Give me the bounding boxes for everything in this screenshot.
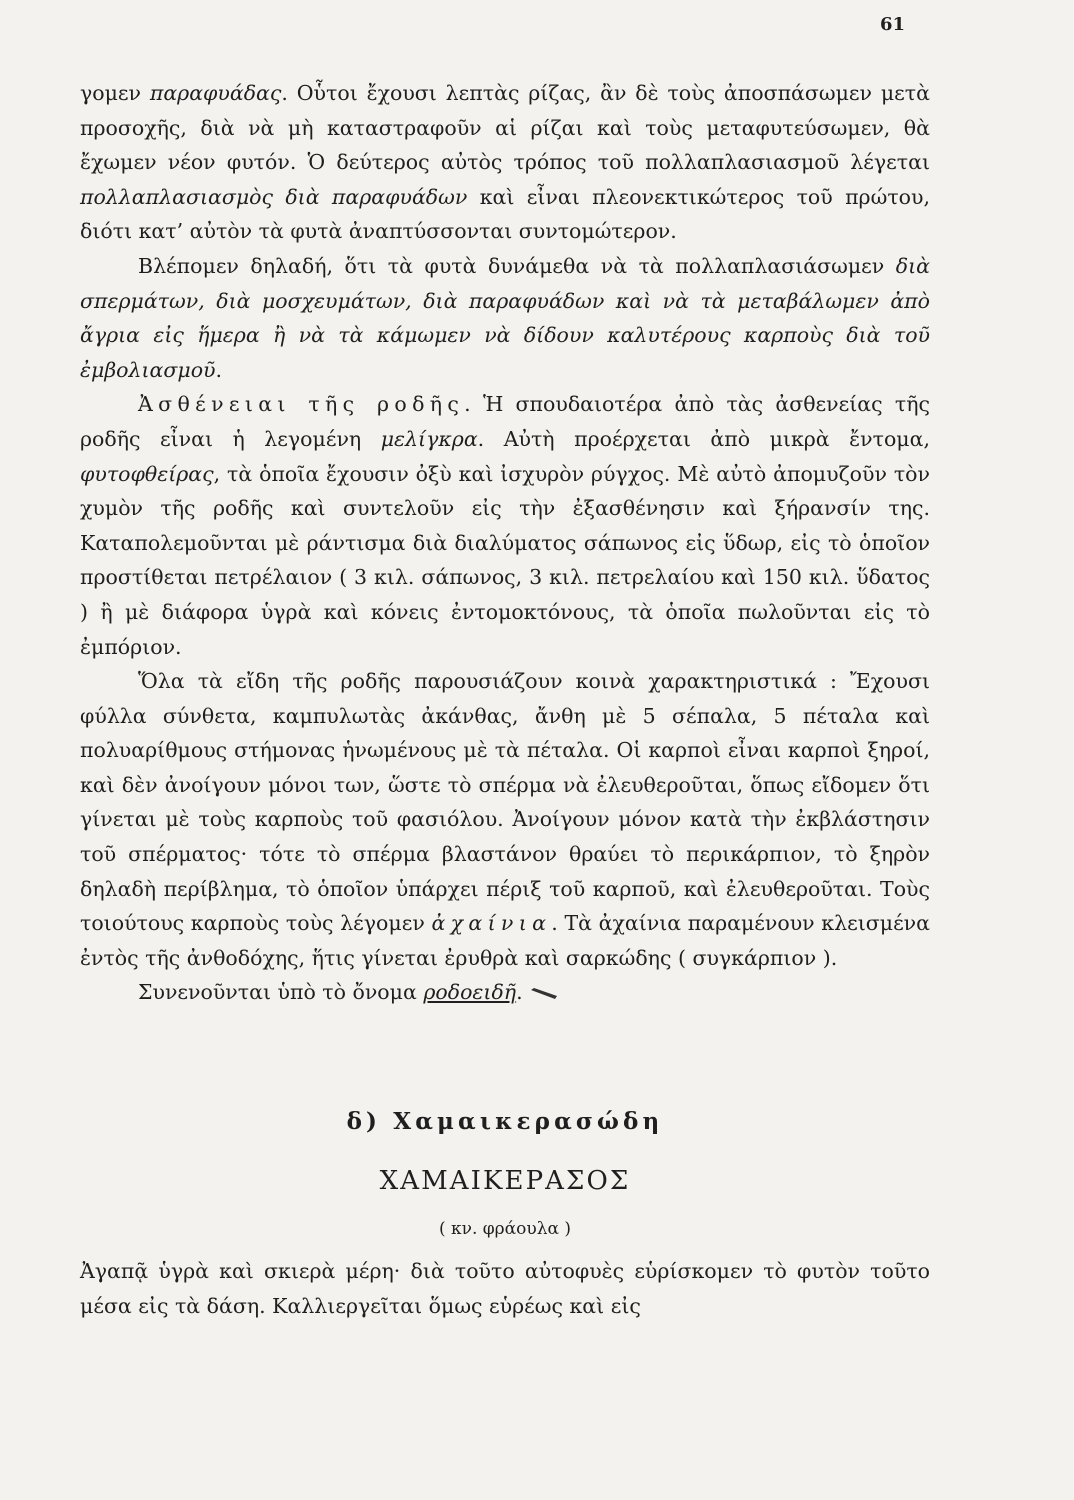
paragraph bbox=[80, 387, 930, 664]
text-run: . Οὗτοι ἔχουσι λεπτὰς ρίζας, ἂν δὲ τοὺς ἀποσπάσωμεν μετὰ προσοχῆς, διὰ νὰ μὴ καταστραφοῦν αἱ ρίζαι καὶ τοὺς μεταφυτεύσωμεν, θὰ ἔχωμεν νέον φυτόν. Ὁ δεύτερος αὐτὸς τρόπος τοῦ πολλαπλασιασμοῦ λέγεται bbox=[80, 81, 930, 175]
text-run: ροδοειδῆ bbox=[423, 980, 517, 1005]
text-run: Ἀσθένειαι τῆς ροδῆς bbox=[138, 392, 465, 417]
page-number: 61 bbox=[880, 14, 906, 35]
text-run: Βλέπομεν δηλαδή, ὅτι τὰ φυτὰ δυνάμεθα νὰ τὰ πολλαπλασιάσωμεν bbox=[138, 253, 896, 278]
closing-paragraph: Ἀγαπᾷ ὑγρὰ καὶ σκιερὰ μέρη· διὰ τοῦτο αὐτοφυὲς εὑρίσκομεν τὸ φυτὸν τοῦτο μέσα εἰς τὰ δάση. Καλλιεργεῖται ὅμως εὑρέως καὶ εἰς bbox=[80, 1259, 930, 1318]
text-run: , τὰ ὁποῖα ἔχουσιν ὀξὺ καὶ ἰσχυρὸν ρύγχος. Μὲ αὐτὸ ἀπομυζοῦν τὸν χυμὸν τῆς ροδῆς καὶ συντελοῦν εἰς τὴν ἐξασθένησιν καὶ ξήρανσίν της. Καταπολεμοῦνται μὲ ράντισμα διὰ διαλύματος σάπωνος εἰς ὕδωρ, εἰς τὸ ὁποῖον προστίθεται πετρέλαιον ( 3 κιλ. σάπωνος, 3 κιλ. πετρελαίου καὶ 150 κιλ. ὕδατος ) ἢ μὲ διάφορα ὑγρὰ καὶ κόνεις ἐντομοκτόνους, τὰ ὁποῖα πωλοῦνται εἰς τὸ ἐμπόριον. bbox=[80, 461, 930, 659]
text-run: πολλαπλασιασμὸς διὰ παραφυάδων bbox=[80, 184, 468, 209]
text-run: . bbox=[215, 357, 223, 382]
text-run: διὰ σπερμάτων, διὰ μοσχευμάτων, διὰ παραφυάδων καὶ νὰ τὰ μεταβάλωμεν ἀπὸ ἄγρια εἰς ἥμερα ἢ νὰ τὰ κάμωμεν νὰ δίδουν καλυτέρους καρποὺς διὰ τοῦ ἐμβολιασμοῦ bbox=[80, 253, 930, 382]
text-run: . Αὐτὴ προέρχεται ἀπὸ μικρὰ ἔντομα, bbox=[477, 426, 930, 451]
text-run: Συνενοῦνται ὑπὸ τὸ ὄνομα bbox=[138, 980, 424, 1005]
closing-text bbox=[80, 1254, 930, 1324]
text-run: μελίγκρα bbox=[380, 426, 478, 451]
paragraph bbox=[80, 975, 930, 1010]
paragraph bbox=[80, 249, 930, 387]
text-run: φυτοφθείρας bbox=[80, 461, 214, 486]
plant-subtitle: ( κν. φράουλα ) bbox=[438, 1219, 572, 1239]
text-run: . Τὰ ἀχαίνια παραμένουν κλεισμένα ἐντὸς τῆς ἀνθοδόχης, ἥτις γίνεται ἐρυθρὰ καὶ σαρκώδης ( συγκάρπιον ). bbox=[80, 911, 930, 970]
text-run: καὶ εἶναι πλεονεκτικώτερος τοῦ πρώτου, διότι κατ’ αὐτὸν τὰ φυτὰ ἀναπτύσσονται συντομώτερον. bbox=[80, 184, 930, 244]
section-title: δ) Χαμαικερασώδη bbox=[346, 1108, 664, 1135]
plant-title: ΧΑΜΑΙΚΕΡΑΣΟΣ bbox=[379, 1166, 631, 1196]
paragraph bbox=[80, 664, 930, 975]
text-run: παραφυάδας bbox=[149, 81, 282, 105]
text-run: γομεν bbox=[80, 81, 150, 105]
text-run: Ὅλα τὰ εἴδη τῆς ροδῆς παρουσιάζουν κοινὰ χαρακτηριστικά : Ἔχουσι φύλλα σύνθετα, καμπυλωτὰς ἀκάνθας, ἄνθη μὲ 5 σέπαλα, 5 πέταλα καὶ πολυαρίθμους στήμονας ἡνωμένους μὲ τὰ πέταλα. Οἱ καρποὶ εἶναι καρποὶ ξηροί, καὶ δὲν ἀνοίγουν μόνοι των, ὥστε τὸ σπέρμα νὰ ἐλευθεροῦται, ὅπως εἴδομεν ὅτι γίνεται μὲ τοὺς καρποὺς τοῦ φασιόλου. Ἀνοίγουν μόνον κατὰ τὴν ἐκβλάστησιν τοῦ σπέρματος· τότε τὸ σπέρμα βλαστάνον θραύει τὸ περικάρπιον, τὸ ξηρὸν δηλαδὴ περίβλημα, τὸ ὁποῖον ὑπάρχει πέριξ τοῦ καρποῦ, καὶ ἐλευθεροῦται. Τοὺς τοιούτους καρποὺς τοὺς λέγομεν bbox=[80, 669, 930, 936]
body-text bbox=[80, 76, 930, 1010]
paragraph bbox=[80, 76, 930, 249]
pen-mark-icon bbox=[529, 987, 559, 1001]
text-run: ἀχαίνια bbox=[431, 911, 552, 936]
text-run: . bbox=[516, 980, 523, 1005]
text-run: . Ἡ σπουδαιοτέρα ἀπὸ τὰς ἀσθενείας τῆς ροδῆς εἶναι ἡ λεγομένη bbox=[80, 392, 930, 451]
